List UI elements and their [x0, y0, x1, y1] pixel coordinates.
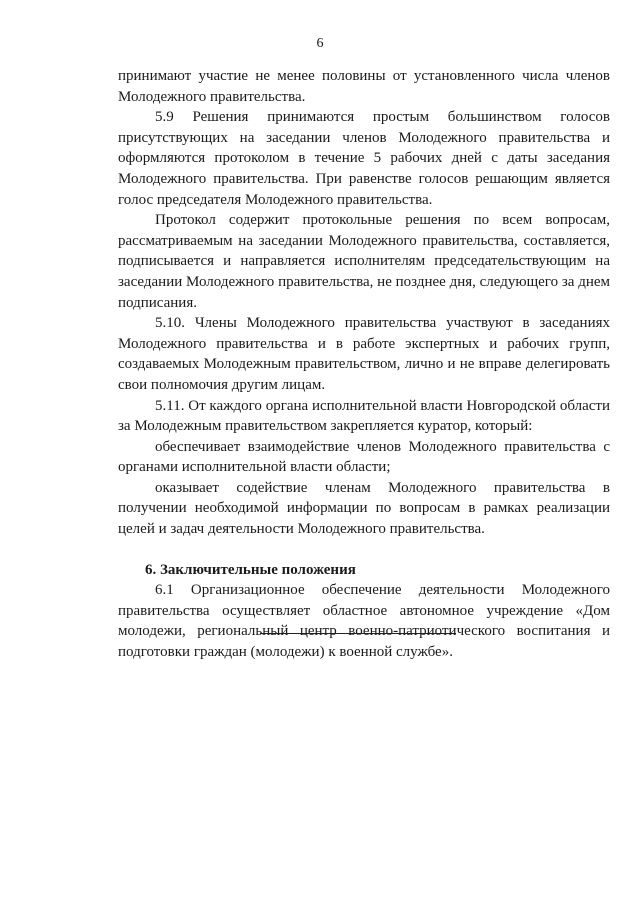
- paragraph-6-1: 6.1 Организационное обеспечение деятельности Молодежного правительства осуществляет областное автономное учреждение «Дом молодежи, региональный центр военно-патриотического воспитания и подготовки граждан (молодежи) к военной службе».: [118, 582, 610, 661]
- paragraph-protocol: Протокол содержит протокольные решения по всем вопросам, рассматриваемым на заседании Молодежного правительства, составляется, подписывается и направляется исполнителям председательствующим на заседании Молодежного правительства, не позднее дня, следующего за днем подписания.: [118, 212, 610, 311]
- section-heading: 6. Заключительные положения: [145, 561, 356, 578]
- paragraph-5-9: 5.9 Решения принимаются простым большинством голосов присутствующих на заседании членов Молодежного правительства и оформляются протоколом в течение 5 рабочих дней с даты заседания Молодежного правительства. При равенстве голосов решающим является голос председателя Молодежного правительства.: [118, 109, 610, 208]
- paragraph-continuation: принимают участие не менее половины от установленного числа членов Молодежного правительства.: [118, 68, 610, 105]
- page-number: 6: [316, 36, 324, 51]
- paragraph-curator-duty-1: обеспечивает взаимодействие членов Молодежного правительства с органами исполнительной власти области;: [118, 438, 610, 476]
- document-body: [118, 66, 610, 663]
- paragraph-5-10: 5.10. Члены Молодежного правительства участвуют в заседаниях Молодежного правительства и в работе экспертных и рабочих групп, создаваемых Молодежным правительством, лично и не вправе делегировать свои полномочия другим лицам.: [118, 315, 610, 393]
- closing-rule: [260, 633, 456, 634]
- paragraph-curator-duty-2: оказывает содействие членам Молодежного правительства в получении необходимой информации по вопросам в рамках реализации целей и задач деятельности Молодежного правительства.: [118, 479, 610, 538]
- paragraph-5-11: 5.11. От каждого органа исполнительной власти Новгородской области за Молодежным правительством закрепляется куратор, который:: [118, 397, 610, 435]
